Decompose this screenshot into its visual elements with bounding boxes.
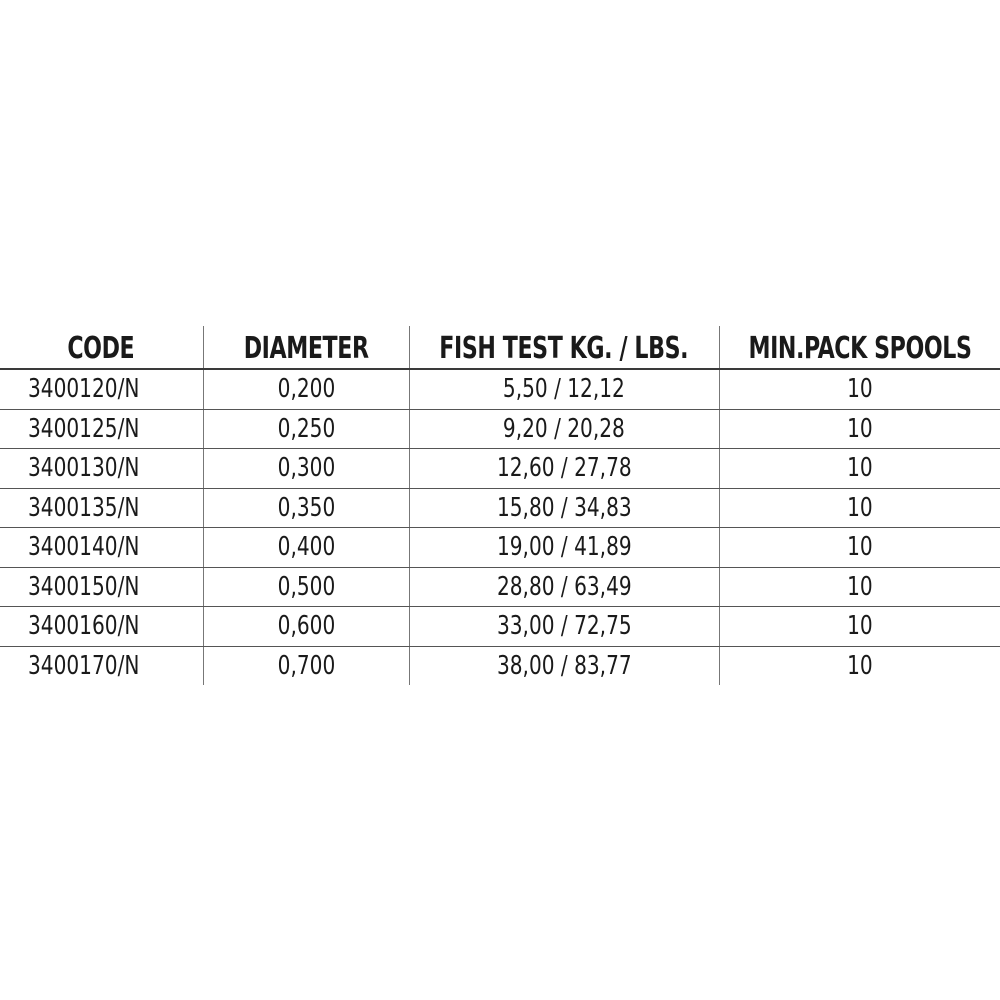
header-diameter-label: DIAMETER — [243, 331, 369, 366]
min-pack-cell — [719, 567, 1000, 607]
product-spec-table — [0, 326, 1000, 685]
fish-test-value: 33,00 / 72,75 — [496, 611, 632, 642]
code-cell — [0, 646, 203, 685]
fish-test-value: 15,80 / 34,83 — [496, 492, 632, 523]
table-row — [0, 369, 1000, 409]
header-fish-test — [409, 326, 719, 369]
min-pack-cell — [719, 369, 1000, 409]
diameter-cell — [203, 646, 409, 685]
fish-test-value: 5,50 / 12,12 — [503, 374, 625, 405]
diameter-value: 0,400 — [277, 532, 335, 563]
table-row — [0, 607, 1000, 647]
code-value: 3400150/N — [28, 571, 140, 602]
diameter-cell — [203, 369, 409, 409]
min-pack-cell — [719, 449, 1000, 489]
code-value: 3400130/N — [28, 453, 140, 484]
table-row — [0, 528, 1000, 568]
diameter-cell — [203, 449, 409, 489]
diameter-value: 0,500 — [277, 571, 335, 602]
fish-test-value: 38,00 / 83,77 — [496, 650, 632, 681]
fish-test-value: 12,60 / 27,78 — [496, 453, 632, 484]
fish-test-cell — [409, 567, 719, 607]
fish-test-value: 19,00 / 41,89 — [496, 532, 632, 563]
fish-test-cell — [409, 449, 719, 489]
table-row — [0, 488, 1000, 528]
diameter-value: 0,350 — [277, 492, 335, 523]
diameter-cell — [203, 528, 409, 568]
code-cell — [0, 409, 203, 449]
header-diameter — [203, 326, 409, 369]
code-value: 3400120/N — [28, 374, 140, 405]
code-cell — [0, 607, 203, 647]
header-code — [0, 326, 203, 369]
table-row — [0, 449, 1000, 489]
code-cell — [0, 449, 203, 489]
fish-test-cell — [409, 488, 719, 528]
min-pack-value: 10 — [846, 650, 873, 681]
code-cell — [0, 528, 203, 568]
min-pack-value: 10 — [846, 492, 873, 523]
code-cell — [0, 567, 203, 607]
code-value: 3400125/N — [28, 413, 140, 444]
code-cell — [0, 488, 203, 528]
fish-test-cell — [409, 607, 719, 647]
header-row — [0, 326, 1000, 369]
diameter-value: 0,700 — [277, 650, 335, 681]
diameter-value: 0,600 — [277, 611, 335, 642]
diameter-value: 0,200 — [277, 374, 335, 405]
diameter-cell — [203, 488, 409, 528]
header-code-label: CODE — [67, 331, 135, 366]
fish-test-value: 9,20 / 20,28 — [503, 413, 625, 444]
code-value: 3400170/N — [28, 650, 140, 681]
min-pack-value: 10 — [846, 611, 873, 642]
header-min-pack — [719, 326, 1000, 369]
fish-test-cell — [409, 369, 719, 409]
diameter-value: 0,250 — [277, 413, 335, 444]
min-pack-cell — [719, 646, 1000, 685]
code-value: 3400160/N — [28, 611, 140, 642]
table-row — [0, 646, 1000, 685]
table-row — [0, 567, 1000, 607]
min-pack-cell — [719, 528, 1000, 568]
min-pack-cell — [719, 607, 1000, 647]
fish-test-cell — [409, 646, 719, 685]
min-pack-value: 10 — [846, 374, 873, 405]
code-cell — [0, 369, 203, 409]
min-pack-value: 10 — [846, 532, 873, 563]
table-row — [0, 409, 1000, 449]
diameter-cell — [203, 409, 409, 449]
code-value: 3400140/N — [28, 532, 140, 563]
diameter-cell — [203, 607, 409, 647]
fish-test-cell — [409, 528, 719, 568]
min-pack-value: 10 — [846, 571, 873, 602]
code-value: 3400135/N — [28, 492, 140, 523]
min-pack-value: 10 — [846, 453, 873, 484]
header-fish-test-label: FISH TEST KG. / LBS. — [439, 331, 689, 366]
min-pack-cell — [719, 409, 1000, 449]
header-min-pack-label: MIN.PACK SPOOLS — [748, 331, 972, 366]
min-pack-cell — [719, 488, 1000, 528]
diameter-value: 0,300 — [277, 453, 335, 484]
min-pack-value: 10 — [846, 413, 873, 444]
fish-test-cell — [409, 409, 719, 449]
fish-test-value: 28,80 / 63,49 — [496, 571, 632, 602]
diameter-cell — [203, 567, 409, 607]
